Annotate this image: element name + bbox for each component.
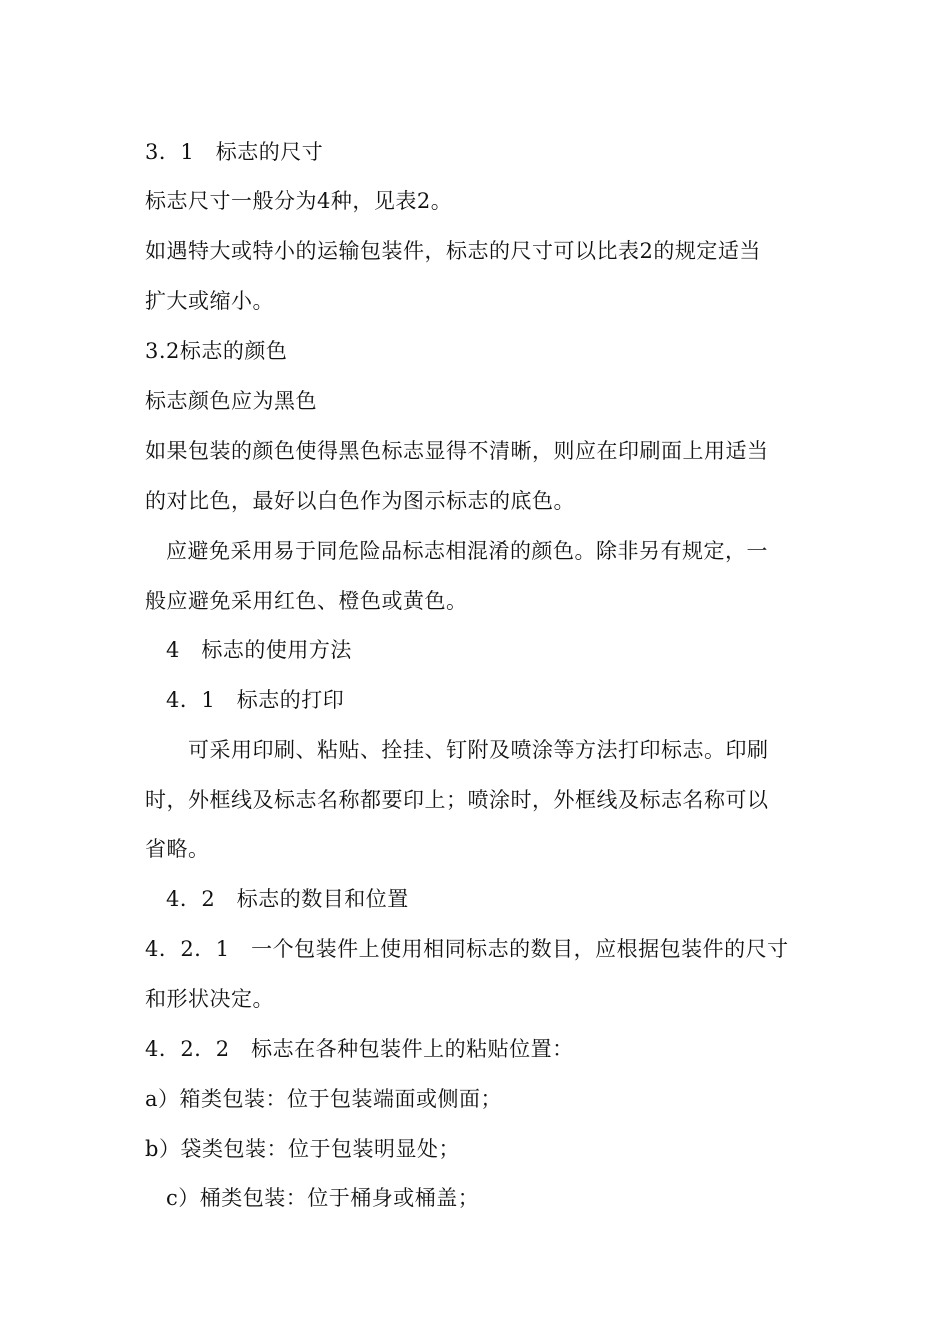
paragraph-line: 和形状决定。: [145, 987, 274, 1011]
heading-3-1: 3．1 标志的尺寸: [145, 140, 324, 164]
list-item: b）袋类包装：位于包装明显处；: [145, 1137, 460, 1161]
paragraph-line: 省略。: [145, 837, 210, 861]
paragraph-line: 可采用印刷、粘贴、拴挂、钉附及喷涂等方法打印标志。印刷: [188, 738, 769, 762]
paragraph-line: 般应避免采用红色、橙色或黄色。: [145, 589, 468, 613]
paragraph-line: 标志颜色应为黑色: [145, 389, 317, 413]
heading-4-1: 4．1 标志的打印: [166, 688, 345, 712]
heading-3-2: 3.2标志的颜色: [145, 339, 288, 363]
heading-4-2: 4．2 标志的数目和位置: [166, 887, 409, 911]
paragraph-line: 如果包装的颜色使得黑色标志显得不清晰，则应在印刷面上用适当: [145, 439, 769, 463]
paragraph-line: 应避免采用易于同危险品标志相混淆的颜色。除非另有规定，一: [166, 539, 768, 563]
paragraph-line: 4．2．2 标志在各种包装件上的粘贴位置：: [145, 1037, 574, 1061]
paragraph-line: 时，外框线及标志名称都要印上；喷涂时，外框线及标志名称可以: [145, 788, 769, 812]
paragraph-line: 如遇特大或特小的运输包装件，标志的尺寸可以比表2的规定适当: [145, 239, 761, 263]
paragraph-line: 4．2．1 一个包装件上使用相同标志的数目，应根据包装件的尺寸: [145, 937, 789, 961]
list-item: c）桶类包装：位于桶身或桶盖；: [166, 1186, 480, 1210]
paragraph-line: 扩大或缩小。: [145, 289, 274, 313]
paragraph-line: 的对比色，最好以白色作为图示标志的底色。: [145, 489, 575, 513]
list-item: a）箱类包装：位于包装端面或侧面；: [145, 1087, 503, 1111]
heading-4: 4 标志的使用方法: [166, 638, 352, 662]
paragraph-line: 标志尺寸一般分为4种，见表2。: [145, 189, 453, 213]
